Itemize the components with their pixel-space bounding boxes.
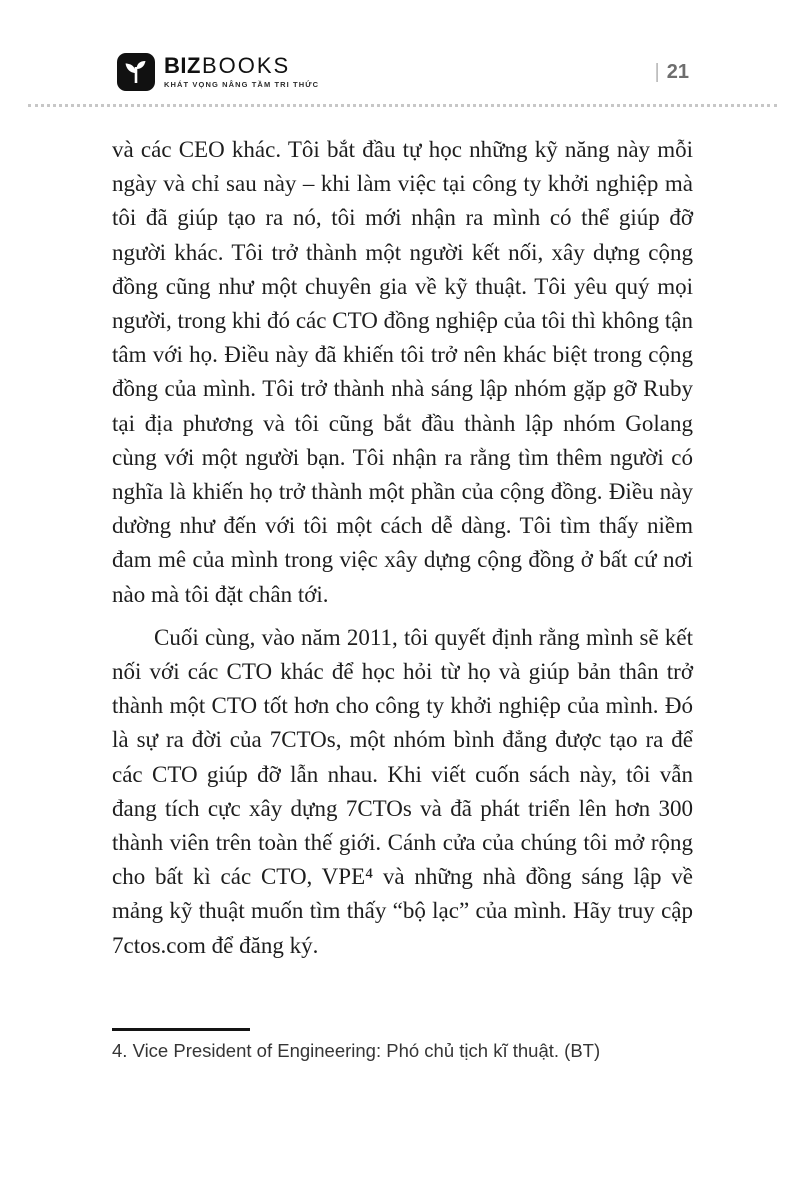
header-dotted-divider: [28, 104, 777, 107]
page-header: [0, 0, 805, 92]
footnote-divider: [112, 1028, 250, 1031]
paragraph-1: và các CEO khác. Tôi bắt đầu tự học những kỹ năng này mỗi ngày và chỉ sau này – khi làm việc tại công ty khởi nghiệp mà tôi đã giúp tạo ra nó, tôi mới nhận ra mình có thể giúp đỡ người khác. Tôi trở thành một người kết nối, xây dựng cộng đồng cũng như một chuyên gia về kỹ thuật. Tôi yêu quý mọi người, trong khi đó các CTO đồng nghiệp của tôi thì không tận tâm với họ. Điều này đã khiến tôi trở nên khác biệt trong cộng đồng của mình. Tôi trở thành nhà sáng lập nhóm gặp gỡ Ruby tại địa phương và tôi cũng bắt đầu thành lập nhóm Golang cùng với một người bạn. Tôi nhận ra rằng tìm thêm người có nghĩa là khiến họ trở thành một phần của cộng đồng. Điều này dường như đến với tôi một cách dễ dàng. Tôi tìm thấy niềm đam mê của mình trong việc xây dựng cộng đồng ở bất cứ nơi nào mà tôi đặt chân tới.: [112, 137, 693, 607]
page-number-value: 21: [666, 60, 689, 83]
page-number-bar: |: [654, 60, 660, 83]
page-number: [655, 61, 689, 84]
brand-biz-text: BIZ: [164, 53, 201, 79]
paragraph-2: Cuối cùng, vào năm 2011, tôi quyết định rằng mình sẽ kết nối với các CTO khác để học hỏi từ họ và giúp bản thân trở thành một CTO tốt hơn cho công ty khởi nghiệp của mình. Đó là sự ra đời của 7CTOs, một nhóm bình đẳng được tạo ra để các CTO giúp đỡ lẫn nhau. Khi viết cuốn sách này, tôi vẫn đang tích cực xây dựng 7CTOs và đã phát triển lên hơn 300 thành viên trên toàn thế giới. Cánh cửa của chúng tôi mở rộng cho bất kì các CTO, VPE⁴ và những nhà đồng sáng lập về mảng kỹ thuật muốn tìm thấy “bộ lạc” của mình. Hãy truy cập 7ctos.com để đăng ký.: [112, 624, 693, 958]
brand-books-text: BOOKS: [201, 53, 291, 79]
footnote-block: [112, 1028, 693, 1062]
publisher-logo: [116, 52, 319, 92]
publisher-name: [164, 55, 319, 77]
publisher-tagline: KHÁT VỌNG NÂNG TẦM TRI THỨC: [164, 80, 320, 90]
bizbooks-sprout-icon: [116, 52, 156, 92]
footnote-text: 4. Vice President of Engineering: Phó chủ tịch kĩ thuật. (BT): [112, 1040, 601, 1061]
body-text: [112, 133, 693, 963]
publisher-name-block: [164, 55, 319, 89]
